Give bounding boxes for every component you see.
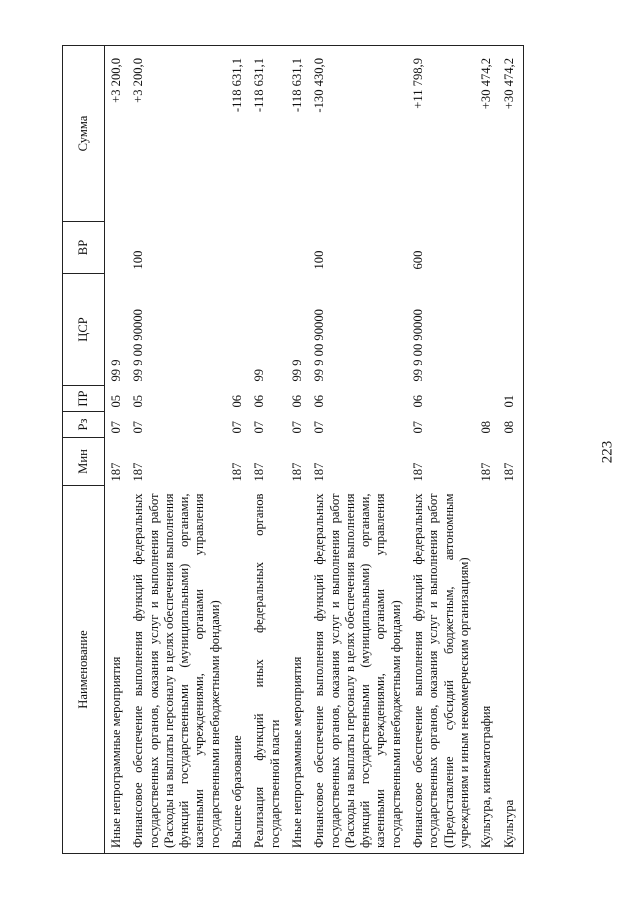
row-rz: 08 <box>479 420 494 434</box>
row-rz: 07 <box>109 420 123 434</box>
row-csr <box>226 274 248 386</box>
row-sum: -130 430,0 <box>308 46 407 222</box>
row-vr <box>248 222 286 274</box>
row-pr: 01 <box>498 386 524 412</box>
row-vr: 100 <box>131 250 146 270</box>
header-min: Мин <box>63 438 105 486</box>
header-sum: Сумма <box>63 46 105 222</box>
table-row <box>407 46 475 854</box>
row-sum: +11 798,9 <box>407 46 475 222</box>
row-min: 187 <box>411 462 426 482</box>
row-rz: 07 <box>230 420 245 434</box>
row-pr <box>475 386 497 412</box>
row-min: 187 <box>131 462 146 482</box>
row-sum: +30 474,2 <box>475 46 497 222</box>
budget-table <box>62 45 524 854</box>
row-min: 187 <box>479 462 494 482</box>
row-name: Иные непрограммные мероприятия <box>105 486 128 854</box>
row-name: Культура <box>498 486 524 854</box>
row-rz: 08 <box>498 412 524 438</box>
row-csr <box>498 274 524 386</box>
table-row <box>226 46 248 854</box>
table-row <box>308 46 407 854</box>
row-min: 187 <box>252 462 267 482</box>
table-row <box>498 46 524 854</box>
row-sum: -118 631,1 <box>286 46 308 222</box>
header-rz: Рз <box>63 412 105 438</box>
row-name: Финансовое обеспечение выполнения функций федеральных государственных органов, оказания услуг и выполнения работ (Расходы на выплаты персоналу в целях обеспечения выполнения функций государственными (муниципальными) органами, казенными учреждениями, органами управления государственными внебюджетными фондами) <box>308 486 407 854</box>
row-sum: -118 631,1 <box>226 46 248 222</box>
row-min: 187 <box>230 462 245 482</box>
table-row <box>475 46 497 854</box>
row-name: Финансовое обеспечение выполнения функций федеральных государственных органов, оказания услуг и выполнения работ (Предоставление субсидий бюджетным, автономным учреждениям и иным некоммерческим организациям) <box>407 486 475 854</box>
row-rz: 07 <box>312 420 327 434</box>
row-csr: 99 <box>252 368 267 382</box>
table-row <box>286 46 308 854</box>
row-csr: 99 9 00 90000 <box>131 309 146 382</box>
rotated-page-content <box>62 46 582 854</box>
row-pr: 05 <box>131 394 146 408</box>
header-vr: ВР <box>63 222 105 274</box>
row-min: 187 <box>498 438 524 486</box>
row-name: Иные непрограммные мероприятия <box>286 486 308 854</box>
table-header-row <box>63 46 105 854</box>
header-name: Наименование <box>63 486 105 854</box>
row-vr: 100 <box>312 250 327 270</box>
row-csr: 99 9 <box>109 359 123 382</box>
row-name: Реализация функций иных федеральных органов государственной власти <box>248 486 286 854</box>
table-row <box>105 46 128 854</box>
row-pr: 05 <box>109 394 123 408</box>
page-number: 223 <box>599 440 616 464</box>
row-pr: 06 <box>230 394 245 408</box>
row-vr <box>105 222 128 274</box>
row-csr: 99 9 00 90000 <box>312 309 327 382</box>
table-row <box>248 46 286 854</box>
row-csr: 99 9 00 90000 <box>411 309 426 382</box>
row-min: 187 <box>312 462 327 482</box>
header-pr: ПР <box>63 386 105 412</box>
row-rz: 07 <box>131 420 146 434</box>
row-rz: 07 <box>411 420 426 434</box>
row-csr <box>475 274 497 386</box>
row-sum: -118 631,1 <box>248 46 286 222</box>
row-min: 187 <box>289 462 304 482</box>
row-pr: 06 <box>312 394 327 408</box>
row-name: Культура, кинематография <box>475 486 497 854</box>
row-min: 187 <box>109 462 123 482</box>
table-row <box>127 46 226 854</box>
row-pr: 06 <box>252 394 267 408</box>
row-name: Финансовое обеспечение выполнения функций федеральных государственных органов, оказания услуг и выполнения работ (Расходы на выплаты персоналу в целях обеспечения выполнения функций государственными (муниципальными) органами, казенными учреждениями, органами управления государственными внебюджетными фондами) <box>127 486 226 854</box>
row-sum: +3 200,0 <box>105 46 128 222</box>
row-vr <box>498 222 524 274</box>
row-vr <box>475 222 497 274</box>
row-csr: 99 9 <box>289 359 304 382</box>
row-vr <box>226 222 248 274</box>
row-pr: 06 <box>289 394 304 408</box>
row-sum: +30 474,2 <box>498 46 524 222</box>
row-sum: +3 200,0 <box>127 46 226 222</box>
header-csr: ЦСР <box>63 274 105 386</box>
row-vr: 600 <box>411 250 426 270</box>
row-pr: 06 <box>411 394 426 408</box>
row-rz: 07 <box>252 420 267 434</box>
row-vr <box>286 222 308 274</box>
row-name: Высшее образование <box>226 486 248 854</box>
row-rz: 07 <box>289 420 304 434</box>
